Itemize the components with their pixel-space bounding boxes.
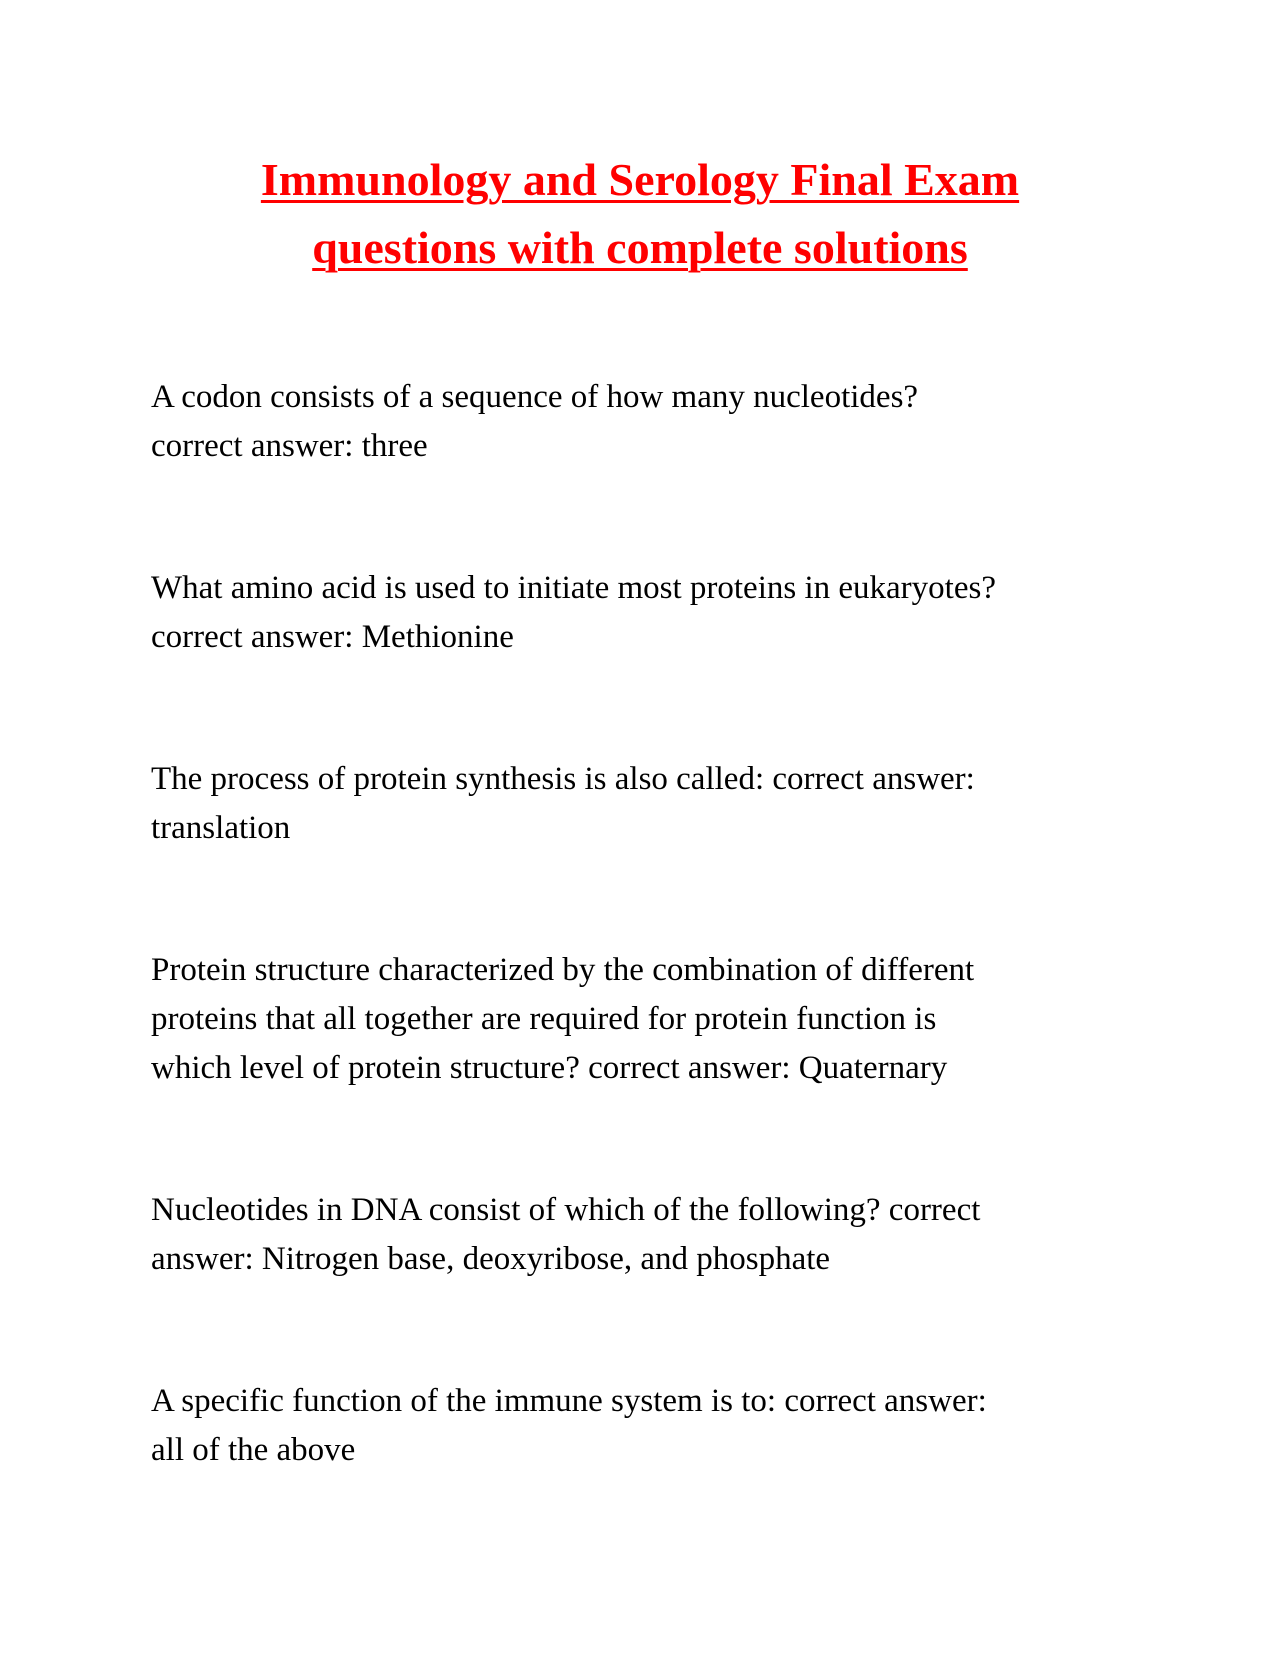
title-line: Immunology and Serology Final Exam — [260, 154, 1020, 205]
question-5-line: Nucleotides in DNA consist of which of the following? correct — [151, 1192, 981, 1228]
question-1-line: correct answer: three — [151, 428, 428, 464]
question-6-line: A specific function of the immune system is to: correct answer: — [151, 1383, 987, 1419]
question-4-line: Protein structure characterized by the combination of different — [151, 952, 975, 988]
question-1 — [151, 373, 1151, 471]
question-6-line: all of the above — [151, 1432, 356, 1468]
question-4-line: which level of protein structure? correct answer: Quaternary — [151, 1050, 948, 1086]
title-line: questions with complete solutions — [312, 222, 968, 273]
question-6 — [151, 1377, 1151, 1475]
question-3 — [151, 755, 1151, 853]
question-4 — [151, 946, 1151, 1093]
question-1-line: A codon consists of a sequence of how many nucleotides? — [151, 379, 919, 415]
question-4-line: proteins that all together are required for protein function is — [151, 1001, 937, 1037]
question-3-line: translation — [151, 810, 291, 846]
question-2 — [151, 564, 1151, 662]
question-5-line: answer: Nitrogen base, deoxyribose, and phosphate — [151, 1241, 831, 1277]
question-2-line: correct answer: Methionine — [151, 619, 514, 655]
question-5 — [151, 1186, 1151, 1284]
document-title — [140, 146, 1140, 282]
question-3-line: The process of protein synthesis is also called: correct answer: — [151, 761, 975, 797]
question-2-line: What amino acid is used to initiate most proteins in eukaryotes? — [151, 570, 996, 606]
